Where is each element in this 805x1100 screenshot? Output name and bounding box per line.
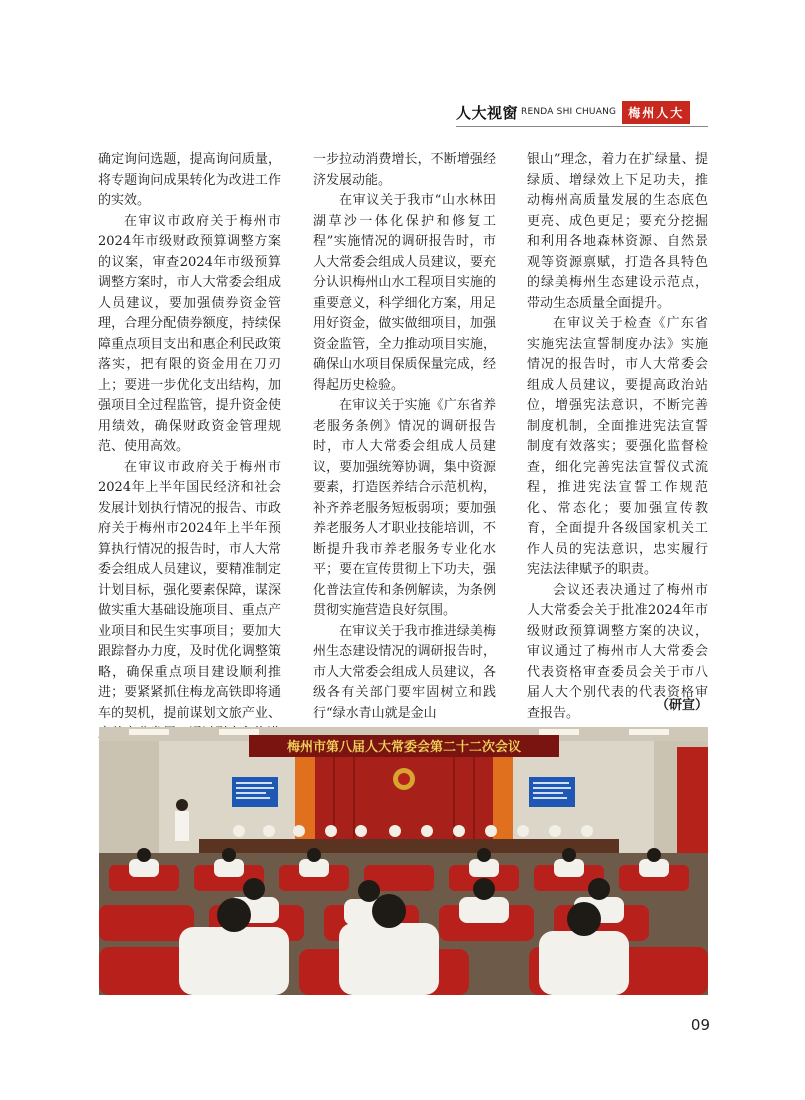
text-column-2 <box>313 150 496 724</box>
meeting-banner-text: 梅州市第八届人大常委会第二十二次会议 <box>286 740 522 755</box>
meeting-photo-illustration <box>99 727 708 995</box>
text-column-3 <box>527 150 708 724</box>
paragraph: 在审议关于我市“山水林田湖草沙一体化保护和修复工程”实施情况的调研报告时，市人大常委会组成人员建议，要充分认识梅州山水工程项目实施的重要意义，科学细化方案，用足用好资金，做实做细项目，加强资金监管，全力推动项目实施，确保山水项目保质保量完成，经得起历史检验。 <box>313 193 496 393</box>
paragraph: 会议还表决通过了梅州市人大常委会关于批准2024年市级财政预算调整方案的决议，审议通过了梅州市人大常委会代表资格审查委员会关于市八届人大个别代表的代表资格审查报告。 <box>527 582 708 721</box>
text-column-1 <box>98 150 281 745</box>
paragraph: 在审议关于实施《广东省养老服务条例》情况的调研报告时，市人大常委会组成人员建议，要加强统筹协调，集中资源要素，打造医养结合示范机构，补齐养老服务短板弱项；要加强养老服务人才职业技能培训，不断提升我市养老服务专业化水平；要在宣传贯彻上下功夫，强化普法宣传和条例解读，为条例贯彻实施营造良好氛围。 <box>313 398 496 618</box>
paragraph: 在审议关于我市推进绿美梅州生态建设情况的调研报告时，市人大常委会组成人员建议，各级各有关部门要牢固树立和践行“绿水青山就是金山 <box>313 623 496 721</box>
author-signature: （研宣） <box>655 698 708 713</box>
header-rule <box>456 126 708 127</box>
paragraph: 在审议市政府关于梅州市2024年上半年国民经济和社会发展计划执行情况的报告、市政府关于梅州市2024年上半年预算执行情况的报告时，市人大常委会组成人员建议，要精准制定计划目标，强化要素保障，谋深做实重大基础设施项目、重点产业项目和民生实事项目；要加大跟踪督办力度，及时优化调整策略，确保重点项目建设顺利推进；要紧紧抓住梅龙高铁即将通车的契机，提前谋划文旅产业、 <box>98 459 281 721</box>
section-subtitle: RENDA SHI CHUANG <box>521 107 617 117</box>
paragraph: 在审议关于检查《广东省实施宪法宣誓制度办法》实施情况的报告时，市人大常委会组成人员建议，要提高政治站位，增强宪法意识，不断完善制度机制，全面推进宪法宣誓制度有效落实；要强化监督检查，细化完善宪法宣誓仪式流程，推进宪法宣誓工作规范化、常态化；要加强宣传教育，全面提升各级国家机关工作人员的宪法意识，忠实履行宪法法律赋予的职责。 <box>527 316 708 577</box>
paragraph: 一步拉动消费增长，不断增强经济发展动能。 <box>313 152 496 188</box>
brand-badge: 梅州人大 <box>622 101 690 124</box>
section-title: 人大视窗 <box>456 103 519 122</box>
section-header <box>456 100 690 124</box>
paragraph: 在审议市政府关于梅州市2024年市级财政预算调整方案的议案，审查2024年市级预算调整方案时，市人大常委会组成人员建议，要加强债券资金管理，合理分配债券额度，持续保障重点项目支出和惠企利民政策落实，把有限的资金用在刀刃上；要进一步优化支出结构，加强项目全过程监管，提升资金使用绩效，确保财政资金管理规范、使用高效。 <box>98 213 281 454</box>
meeting-photo <box>99 727 708 995</box>
page-number: 09 <box>690 1016 710 1034</box>
paragraph: 确定询问选题，提高询问质量，将专题询问成果转化为改进工作的实效。 <box>98 152 281 208</box>
paragraph: 银山”理念，着力在扩绿量、提绿质、增绿效上下足功夫，推动梅州高质量发展的生态底色更亮、成色更足；要充分挖掘和利用各地森林资源、自然景观等资源禀赋，打造各具特色的绿美梅州生态建设示范点，带动生态质量全面提升。 <box>527 152 708 311</box>
